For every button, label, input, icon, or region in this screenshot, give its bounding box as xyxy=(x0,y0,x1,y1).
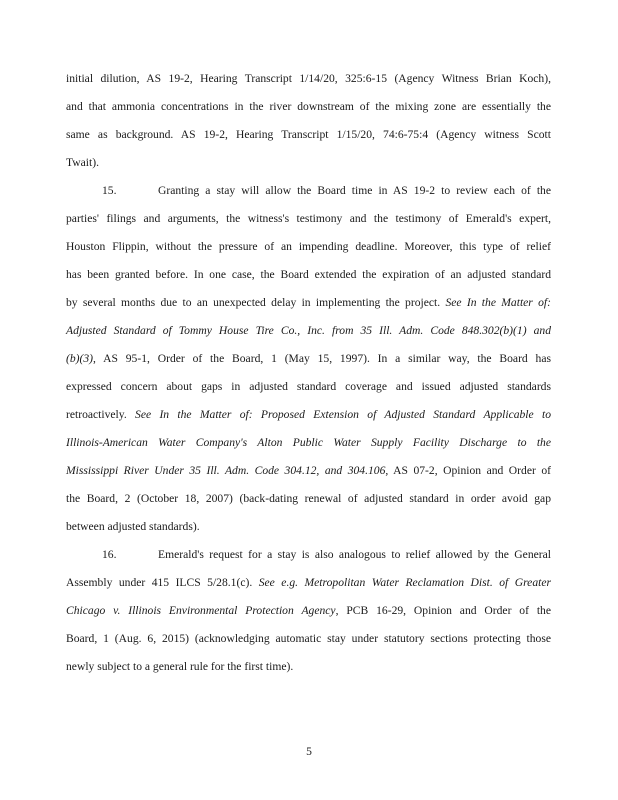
paragraph-line xyxy=(66,576,551,590)
paragraph-text: , PCB 16-29, Opinion and Order of the xyxy=(335,604,552,617)
paragraph-15-first-line xyxy=(66,184,551,198)
paragraph-line xyxy=(66,436,551,450)
paragraph-line: initial dilution, AS 19-2, Hearing Transcript 1/14/20, 325:6-15 (Agency Witness Brian Koch), xyxy=(66,72,551,85)
paragraph-line: Board, 1 (Aug. 6, 2015) (acknowledging automatic stay under statutory sections protecting those xyxy=(66,632,551,645)
paragraph-text: , AS 07-2, Opinion and Order of xyxy=(385,464,551,477)
case-citation: (b)(3) xyxy=(66,352,94,365)
paragraph-text: Emerald's request for a stay is also analogous to relief allowed by the General xyxy=(158,548,551,561)
case-citation: Adjusted Standard of Tommy House Tire Co., Inc. from 35 Ill. Adm. Code 848.302(b)(1) and xyxy=(66,324,551,337)
paragraph-line xyxy=(66,352,551,366)
paragraph-line: the Board, 2 (October 18, 2007) (back-dating renewal of adjusted standard in order avoid gap xyxy=(66,492,551,505)
paragraph-16-first-line xyxy=(66,548,551,562)
paragraph-number: 16. xyxy=(102,548,117,561)
paragraph-line xyxy=(66,604,551,618)
paragraph-text: by several months due to an unexpected delay in implementing the project. xyxy=(66,296,441,309)
paragraph-line: between adjusted standards). xyxy=(66,520,200,533)
paragraph-text: , AS 95-1, Order of the Board, 1 (May 15, 1997). In a similar way, the Board has xyxy=(93,352,551,365)
case-citation: Mississippi River Under 35 Ill. Adm. Code 304.12, and 304.106 xyxy=(66,464,386,477)
paragraph-line xyxy=(66,324,551,338)
citation-signal: See In the Matter of: xyxy=(445,296,551,309)
paragraph-line: Twait). xyxy=(66,156,99,169)
page-number: 5 xyxy=(306,745,312,758)
paragraph-text: Assembly under 415 ILCS 5/28.1(c). xyxy=(66,576,253,589)
paragraph-line: newly subject to a general rule for the first time). xyxy=(66,660,294,673)
case-citation: Chicago v. Illinois Environmental Protection Agency xyxy=(66,604,336,617)
paragraph-line: same as background. AS 19-2, Hearing Transcript 1/15/20, 74:6-75:4 (Agency witness Scott xyxy=(66,128,551,141)
paragraph-line: has been granted before. In one case, the Board extended the expiration of an adjusted standard xyxy=(66,268,551,281)
paragraph-line: expressed concern about gaps in adjusted standard coverage and issued adjusted standards xyxy=(66,380,551,393)
citation-signal: See In the Matter of: Proposed Extension of Adjusted Standard Applicable to xyxy=(135,408,551,421)
paragraph-line xyxy=(66,296,551,310)
paragraph-line xyxy=(66,464,551,478)
paragraph-line xyxy=(66,408,551,422)
paragraph-number: 15. xyxy=(102,184,117,197)
citation-signal: See e.g. Metropolitan Water Reclamation Dist. of Greater xyxy=(258,576,551,589)
paragraph-line: and that ammonia concentrations in the river downstream of the mixing zone are essentially the xyxy=(66,100,551,113)
paragraph-text: Granting a stay will allow the Board time in AS 19-2 to review each of the xyxy=(158,184,551,197)
paragraph-text: retroactively. xyxy=(66,408,127,421)
paragraph-line: parties' filings and arguments, the witness's testimony and the testimony of Emerald's expert, xyxy=(66,212,551,225)
paragraph-line: Houston Flippin, without the pressure of an impending deadline. Moreover, this type of relief xyxy=(66,240,551,253)
case-citation: Illinois-American Water Company's Alton Public Water Supply Facility Discharge to the xyxy=(66,436,551,449)
